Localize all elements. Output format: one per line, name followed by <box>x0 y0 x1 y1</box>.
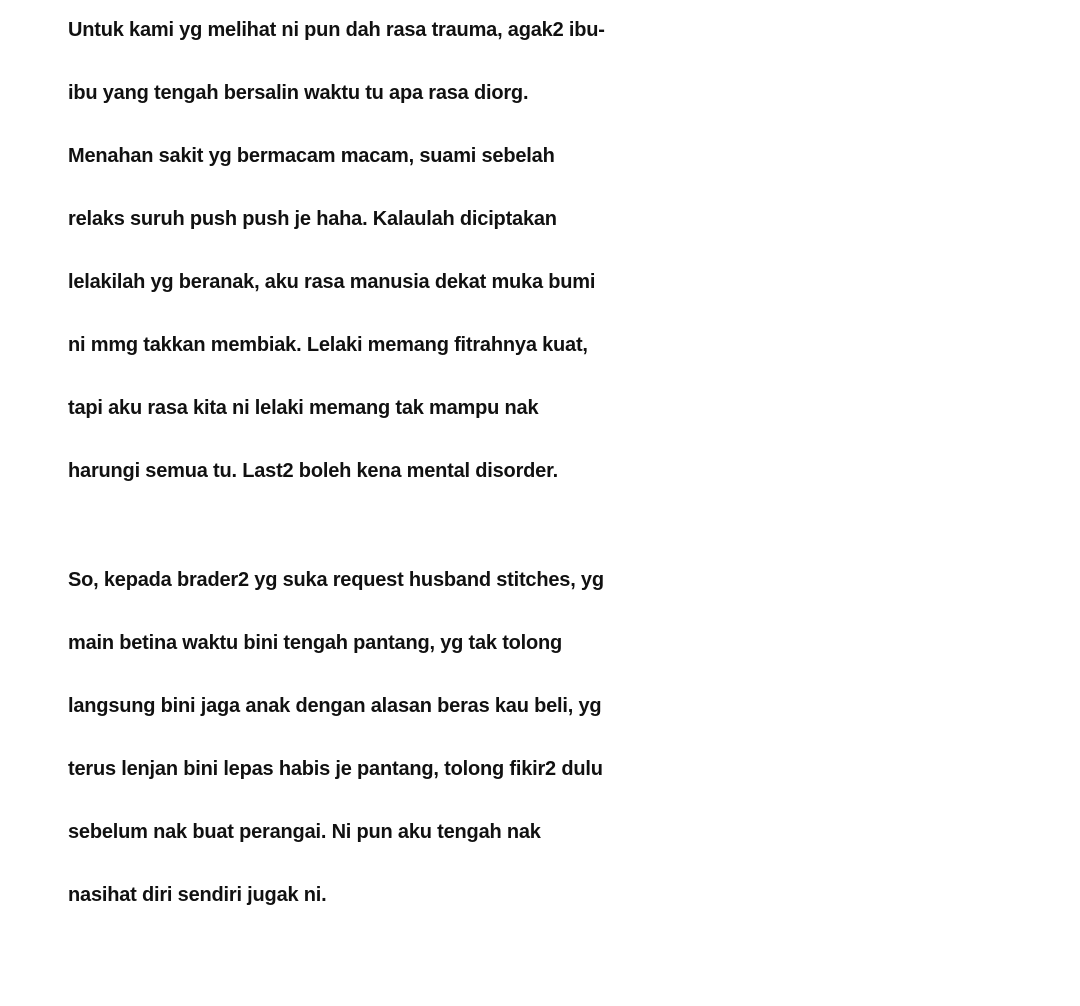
text-line: So, kepada brader2 yg suka request husband stitches, yg <box>68 569 604 591</box>
paragraph-2 <box>68 549 1012 927</box>
text-line: langsung bini jaga anak dengan alasan beras kau beli, yg <box>68 695 602 717</box>
text-line: ni mmg takkan membiak. Lelaki memang fitrahnya kuat, <box>68 334 588 356</box>
text-line: nasihat diri sendiri jugak ni. <box>68 884 327 906</box>
article-body <box>68 0 1012 927</box>
text-line: relaks suruh push push je haha. Kalaulah diciptakan <box>68 208 557 230</box>
text-line: tapi aku rasa kita ni lelaki memang tak mampu nak <box>68 397 539 419</box>
text-line: lelakilah yg beranak, aku rasa manusia dekat muka bumi <box>68 271 596 293</box>
text-line: main betina waktu bini tengah pantang, yg tak tolong <box>68 632 563 654</box>
text-line: Menahan sakit yg bermacam macam, suami sebelah <box>68 145 555 167</box>
paragraph-1 <box>68 0 1012 503</box>
text-line: terus lenjan bini lepas habis je pantang, tolong fikir2 dulu <box>68 758 603 780</box>
text-line: ibu yang tengah bersalin waktu tu apa rasa diorg. <box>68 82 529 104</box>
text-line: Untuk kami yg melihat ni pun dah rasa trauma, agak2 ibu- <box>68 19 605 41</box>
text-line: harungi semua tu. Last2 boleh kena mental disorder. <box>68 460 558 482</box>
text-line: sebelum nak buat perangai. Ni pun aku tengah nak <box>68 821 541 843</box>
